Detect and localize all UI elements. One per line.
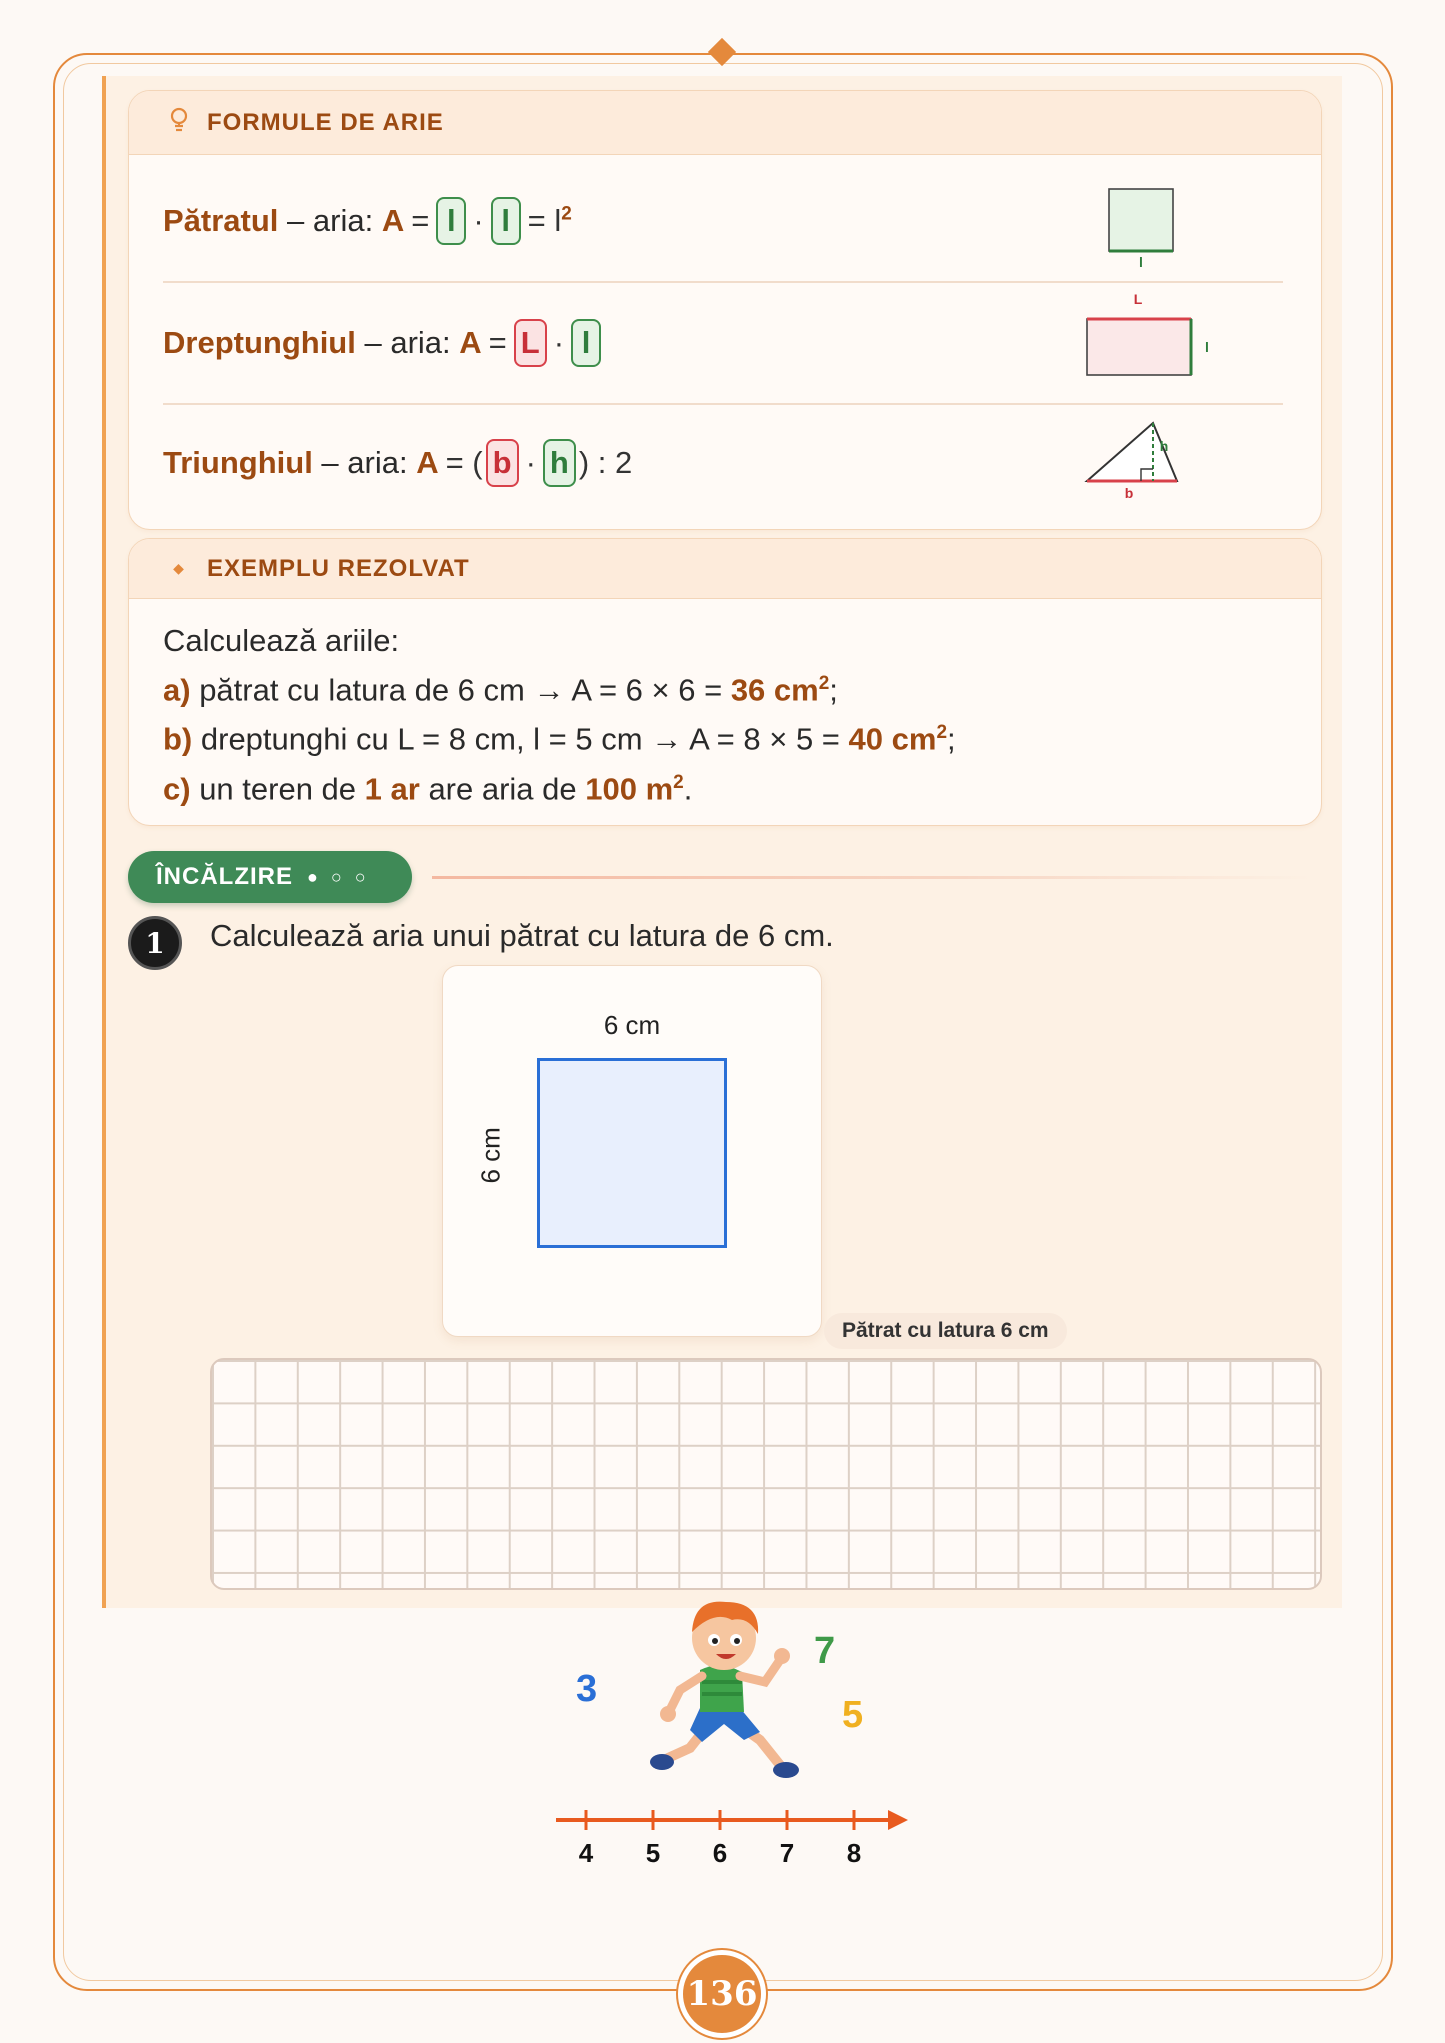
- figure-top-label: 6 cm: [603, 1010, 661, 1040]
- example-a-label: a): [163, 672, 191, 708]
- running-boy-illustration: [620, 1590, 840, 1790]
- lightbulb-icon: [167, 107, 191, 139]
- example-b-answer: 40 cm: [848, 721, 937, 757]
- example-b-label: b): [163, 721, 193, 757]
- rectangle-diagram: [1069, 287, 1219, 397]
- example-line-a: [163, 662, 956, 711]
- formula-rectangle-eq: =: [488, 325, 507, 360]
- number-line-tick-4: 4: [578, 1838, 594, 1868]
- formula-triangle-text: – aria:: [312, 445, 417, 480]
- chip-length-L: L: [514, 319, 547, 367]
- formulas-card: [128, 90, 1322, 530]
- triangle-diagram: [1069, 413, 1209, 513]
- chip-height-h: h: [543, 439, 576, 487]
- formula-square-eq2: = l: [527, 203, 562, 238]
- formula-square-A: A: [381, 203, 405, 238]
- example-a-text: pătrat cu latura de 6 cm → A = 6 × 6 =: [190, 672, 731, 708]
- number-line-tick-6: 6: [712, 1838, 728, 1868]
- formula-triangle-dot: ·: [525, 445, 536, 480]
- formula-rectangle-name: Dreptunghiul: [163, 325, 356, 360]
- example-intro: Calculează ariile:: [163, 623, 400, 658]
- floating-number-7: 7: [814, 1630, 836, 1672]
- example-card: [128, 538, 1322, 826]
- triangle-diagram-label-h: h: [1159, 438, 1169, 454]
- example-c-text1: un teren de: [190, 770, 365, 806]
- illustration: [540, 1590, 920, 1870]
- formula-triangle-eq: = (: [445, 445, 483, 480]
- example-b-exp: 2: [936, 722, 948, 744]
- section-divider: [432, 876, 1312, 879]
- answer-grid[interactable]: [210, 1358, 1322, 1590]
- example-card-header: [129, 539, 1321, 599]
- example-body: [163, 619, 956, 810]
- chip-side-l-2: l: [491, 197, 521, 245]
- triangle-diagram-label-b: b: [1124, 485, 1134, 501]
- example-a-answer: 36 cm: [730, 672, 819, 708]
- square-diagram-label: l: [1139, 254, 1143, 269]
- example-c-exp: 2: [673, 771, 684, 793]
- floating-number-3: 3: [576, 1668, 598, 1710]
- figure-square: [537, 1058, 727, 1248]
- number-line-tick-7: 7: [779, 1838, 795, 1868]
- formula-rectangle-text: – aria:: [355, 325, 460, 360]
- example-card-title: EXEMPLU REZOLVAT: [207, 554, 470, 582]
- formula-square-result: [528, 203, 572, 239]
- figure-side-label: 6 cm: [475, 1127, 506, 1184]
- example-b-tail: ;: [947, 721, 956, 757]
- formula-triangle-tail: ) : 2: [578, 445, 633, 480]
- number-line-tick-5: 5: [645, 1838, 661, 1868]
- chip-width-l: l: [571, 319, 601, 367]
- example-c-answer: 100 m: [585, 770, 674, 806]
- rectangle-diagram-label-side: l: [1205, 339, 1209, 355]
- square-figure-card: [442, 965, 822, 1337]
- example-a-exp: 2: [818, 673, 830, 694]
- formulas-card-header: [129, 91, 1321, 155]
- diamond-bullet-icon: ◆: [173, 560, 185, 576]
- figure-caption: Pătrat cu latura 6 cm: [824, 1313, 1067, 1349]
- example-c-tail: .: [683, 770, 693, 806]
- number-line: [540, 1804, 920, 1870]
- formula-square-dot: ·: [473, 203, 484, 238]
- number-line-tick-8: 8: [846, 1838, 862, 1868]
- example-line-c: [163, 761, 956, 810]
- exercise-text: Calculează aria unui pătrat cu latura de 6 cm.: [210, 918, 834, 953]
- formula-square-name: Pătratul: [163, 203, 279, 238]
- formula-rectangle-A: A: [459, 325, 482, 360]
- section-title: ÎNCĂLZIRE: [156, 863, 293, 890]
- section-pill-incalzire: [128, 851, 412, 903]
- formula-square-eq: =: [411, 203, 430, 238]
- example-line-b: [163, 711, 956, 760]
- formula-square-exp: 2: [561, 203, 572, 225]
- difficulty-dots: ● ○ ○: [307, 866, 370, 887]
- chip-base-b: b: [486, 439, 519, 487]
- rectangle-diagram-label-top: L: [1133, 291, 1143, 307]
- floating-number-5: 5: [842, 1694, 864, 1736]
- example-a-tail: ;: [829, 672, 838, 708]
- chip-side-l-1: l: [436, 197, 466, 245]
- formula-triangle-name: Triunghiul: [163, 445, 313, 480]
- exercise-number-badge: 1: [128, 916, 182, 970]
- page-number: 136: [678, 1950, 766, 2038]
- formula-rectangle-dot: ·: [553, 325, 565, 360]
- example-b-text: dreptunghi cu L = 8 cm, l = 5 cm → A = 8 × 5 =: [192, 721, 849, 757]
- formulas-card-title: FORMULE DE ARIE: [207, 108, 444, 136]
- formula-triangle-A: A: [416, 445, 439, 480]
- example-c-bold: 1 ar: [364, 770, 420, 806]
- square-diagram: [1089, 179, 1199, 269]
- formula-square-text: – aria:: [278, 203, 382, 238]
- example-c-label: c): [163, 770, 191, 806]
- example-c-text2: are aria de: [419, 770, 586, 806]
